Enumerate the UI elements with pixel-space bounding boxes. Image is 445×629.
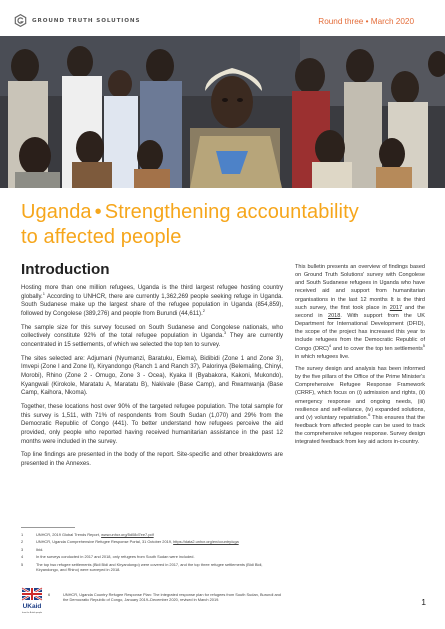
title-subject: Strengthening accountability xyxy=(104,201,359,223)
ukaid-tagline: from the British people xyxy=(21,612,43,614)
intro-paragraph-2: The sample size for this survey focused on South Sudanese and Congolese nationals, who collectively constitute 92% of the total refugee population in Uganda.$^3$ They are currently concentrated in 15 settlements, of which we selected the top ten to survey. xyxy=(21,324,283,348)
overview-column xyxy=(295,263,425,450)
footnote-1: 1 UNHCR, 2019 Global Trends Report, www.unhcr.org/5d08d7ee7.pdf xyxy=(21,532,154,537)
footnote-3: 3 Ibid. xyxy=(21,546,44,552)
footnote-ref[interactable]: 1 xyxy=(42,290,45,296)
title-separator: • xyxy=(94,201,102,223)
page-header xyxy=(0,0,445,36)
footnote-ref[interactable]: 4 xyxy=(328,342,332,348)
footnote-4: 4 In the surveys conducted in 2017 and 2018, only refugees from South Sudan were included. xyxy=(21,554,195,560)
footnote-5: 5 The top two refugee settlements (Bidi Bidi and Kiryandongo) were covered in 2017, and the top three refugee settlements (Bidi Bidi, Kiryandongo, and Rhino) were surveyed in 2018. xyxy=(21,561,263,573)
overview-paragraph-1: This bulletin presents an overview of findings based on Ground Truth Solutions' survey with Congolese and South Sudanese refugees in Uganda who have received aid and support from humanitarian organisations in the last 12 months It is the third such survey, the first took place in 2017 and the second in 2018. With support from the UK Department for International Development (DFID), the scope of the project has increased this year to include refugees from the Democratic Republic of Congo (DRC)$^4$ and to cover the top ten settlements$^5$ in which refugees live. xyxy=(295,264,425,360)
ukaid-logo xyxy=(21,587,43,615)
title-line-1 xyxy=(21,200,431,225)
ukaid-wordmark: UKaid xyxy=(22,603,42,610)
intro-paragraph-1: Hosting more than one million refugees, Uganda is the third largest refugee hosting country globally.$^1$ According to UNHCR, there are currently 1,362,269 people seeking refuge in Uganda. South Sudanese make up the largest share of the refugee population in Uganda (854,859), followed by Congolese (389,276) and people from Burundi (44,611).$^2$ xyxy=(21,285,283,317)
issue-date: Round three • March 2020 xyxy=(318,17,414,26)
page-title xyxy=(21,200,431,250)
intro-paragraph-3: The sites selected are: Adjumani (Nyumanzi, Baratuku, Elema), Bidibidi (Zone 1 and Zone 3), Imvepi (Zone I and Zone II), Kiryandongo (Ranch 1 and Ranch 37), Palorinya (Belemaling, Chinyi, Morobi), Rhino (Zone 2 - Omugo, Zone 3 - Ocea), Kyaka II (Byabakora, Kakoni, Mukondo), Kyangwali (Kirokole, Maratatu A, Maratatu B), Nakivale (Base Camp), and Rwamwanja (Base Camp, Kaihora, Nkoma). xyxy=(21,355,283,397)
footnote-link[interactable]: www.unhcr.org/5d08d7ee7.pdf xyxy=(101,532,154,537)
section-heading: Introduction xyxy=(21,261,110,278)
ground-truth-logo-icon xyxy=(14,14,27,27)
page-number: 1 xyxy=(421,597,426,607)
footnote-link[interactable]: https://data2.unhcr.org/en/country/uga xyxy=(173,539,239,545)
link-2017-survey[interactable]: 2017 xyxy=(389,304,403,311)
cover-photo-image xyxy=(0,36,445,188)
footnote-ref[interactable]: 3 xyxy=(223,330,227,336)
title-country: Uganda xyxy=(21,201,92,223)
overview-paragraph-2: The survey design and analysis has been informed by the five pillars of the Office of the Prime Minister's Comprehensive Refugee Response Framework (CRRF), which focus on (i) admission and rights, (ii) emergency response and ongoing needs, (iii) resilience and self-reliance, (iv) expanded solutions, and (v) voluntary repatriation.$^6$ This ensures that the feedback from affected people can be used to track the comprehensive refugee response. Survey design integrated feedback from key aid actors in-country. xyxy=(295,365,425,446)
footnote-6: 6 UNHCR, Uganda Country Refugee Response Plan: The integrated response plan for refugees from South Sudan, Burundi and the Democratic Republic of Congo, January 2019–December 2020, revised in March 2019. xyxy=(48,592,281,603)
intro-column xyxy=(21,261,283,473)
footnote-divider xyxy=(21,527,75,528)
intro-paragraph-5: Top line findings are presented in the body of the report. Site-specific and other breakdowns are presented in the Annexes. xyxy=(21,452,283,467)
title-line-2: to affected people xyxy=(21,226,182,248)
footnote-ref[interactable]: 2 xyxy=(202,307,205,313)
footnotes xyxy=(21,532,283,575)
link-2018-survey[interactable]: 2018 xyxy=(328,312,341,319)
footnote-ref[interactable]: 6 xyxy=(368,411,371,417)
brand-name: GROUND TRUTH SOLUTIONS xyxy=(32,17,141,24)
cover-photo xyxy=(0,36,445,188)
footnote-2: 2 UNHCR, Uganda Comprehensive Refugee Response Portal, 31 October 2019, https://data2.unhcr.org/en/country/uga xyxy=(21,539,239,545)
ground-truth-logo xyxy=(14,14,140,27)
intro-paragraph-4: Together, these locations host over 90% of the targeted refugee population. The total sample for this survey is 1,511, with 71% of respondents from South Sudan (1,070) and 29% from the Democratic Republic of Congo (441). To better understand how refugees perceive the aid provided, only people who reported having received humanitarian assistance in the past 12 months were included in the survey. xyxy=(21,403,283,445)
footnote-ref[interactable]: 5 xyxy=(422,342,425,348)
